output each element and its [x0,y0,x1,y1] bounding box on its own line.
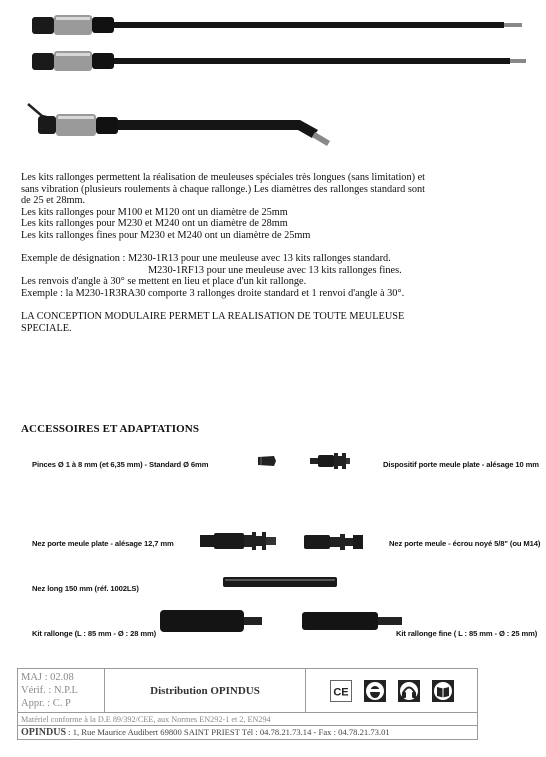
label-pinces: Pinces Ø 1 à 8 mm (et 6,35 mm) - Standard Ø 6mm [32,460,209,469]
nose-nut-image [302,531,368,553]
revision-verif: Vérif. : N.P.L [21,685,78,696]
intro-line-renvois: Les renvois d'angle à 30° se mettent en lieu et place d'un kit rallonge. [21,276,307,288]
label-nez-plate: Nez porte meule plate - alésage 12,7 mm [32,539,174,548]
footer-table [17,668,478,740]
intro-line-example-2: M230-1RF13 pour une meuleuse avec 13 kits rallonges fines. [148,264,402,276]
grinder-photo-straight-1 [30,10,530,40]
grinder-photo-straight-2 [30,46,530,76]
collet-chuck-image [256,455,278,467]
ear-protection-icon [398,680,420,702]
ce-mark-icon [330,680,352,702]
conformity-cell [18,713,478,726]
address-cell [18,726,478,740]
intro-line-example-3: Exemple : la M230-1R3RA30 comporte 3 rallonges droite standard et 1 renvoi d'angle à 30°. [21,287,405,299]
label-kit-rallonge: Kit rallonge (L : 85 mm - Ø : 28 mm) [32,629,157,638]
distribution-cell [105,669,306,713]
intro-line-6: Les kits rallonges fines pour M230 et M240 ont un diamètre de 25mm [21,229,311,241]
revision-maj: MAJ : 02.08 [21,672,74,683]
nose-flat-wheel-image [198,529,278,553]
intro-line-speciale: SPECIALE. [21,322,72,334]
revision-cell [18,669,105,713]
thin-extension-kit-image [300,609,404,633]
label-nez-ecrou: Nez porte meule - écrou noyé 5/8" (ou M14) [389,539,541,548]
intro-line-modulaire: LA CONCEPTION MODULAIRE PERMET LA REALISATION DE TOUTE MEULEUSE [21,311,405,323]
intro-line-1: Les kits rallonges permettent la réalisation de meuleuses spéciales très longues (sans limitation) et [21,172,426,183]
distribution-label: Distribution OPINDUS [150,684,260,697]
flat-wheel-holder-image [308,451,352,471]
conformity-text: Matériel conforme à la D.E 89/392/CEE, aux Normes EN292-1 et 2, EN294 [21,714,271,724]
manual-icon [432,680,454,702]
long-nose-image [222,575,340,589]
intro-line-4: Les kits rallonges pour M100 et M120 ont un diamètre de 25mm [21,206,288,218]
label-kit-rallonge-fine: Kit rallonge fine ( L : 85 mm - Ø : 25 mm) [396,629,538,638]
extension-kit-image [158,607,264,635]
accessories-heading: ACCESSOIRES ET ADAPTATIONS [21,423,200,435]
intro-line-5: Les kits rallonges pour M230 et M240 ont un diamètre de 28mm [21,218,288,230]
label-porte-meule-plate: Dispositif porte meule plate - alésage 10 mm [383,460,539,469]
svg-text:CE: CE [332,686,349,698]
face-shield-icon [364,680,386,702]
intro-line-example: Exemple de désignation : M230-1R13 pour une meuleuse avec 13 kits rallonges standard. [21,253,391,265]
intro-text [21,172,425,334]
grinder-photo-angle-30 [18,96,348,158]
intro-line-2: sans vibration (plusieurs roulements à chaque rallonge.) Les diamètres des rallonges standard sont [21,183,426,195]
safety-icons-cell [306,669,478,713]
company-address: : 1, Rue Maurice Audibert 69800 SAINT PRIEST Tél : 04.78.21.73.14 - Fax : 04.78.21.73.01 [66,727,390,737]
company-name: OPINDUS [21,727,67,738]
revision-appr: Appr. : C. P [21,698,71,709]
label-nez-long: Nez long 150 mm (réf. 1002LS) [32,584,139,593]
intro-line-3: de 25 et 28mm. [21,195,86,207]
